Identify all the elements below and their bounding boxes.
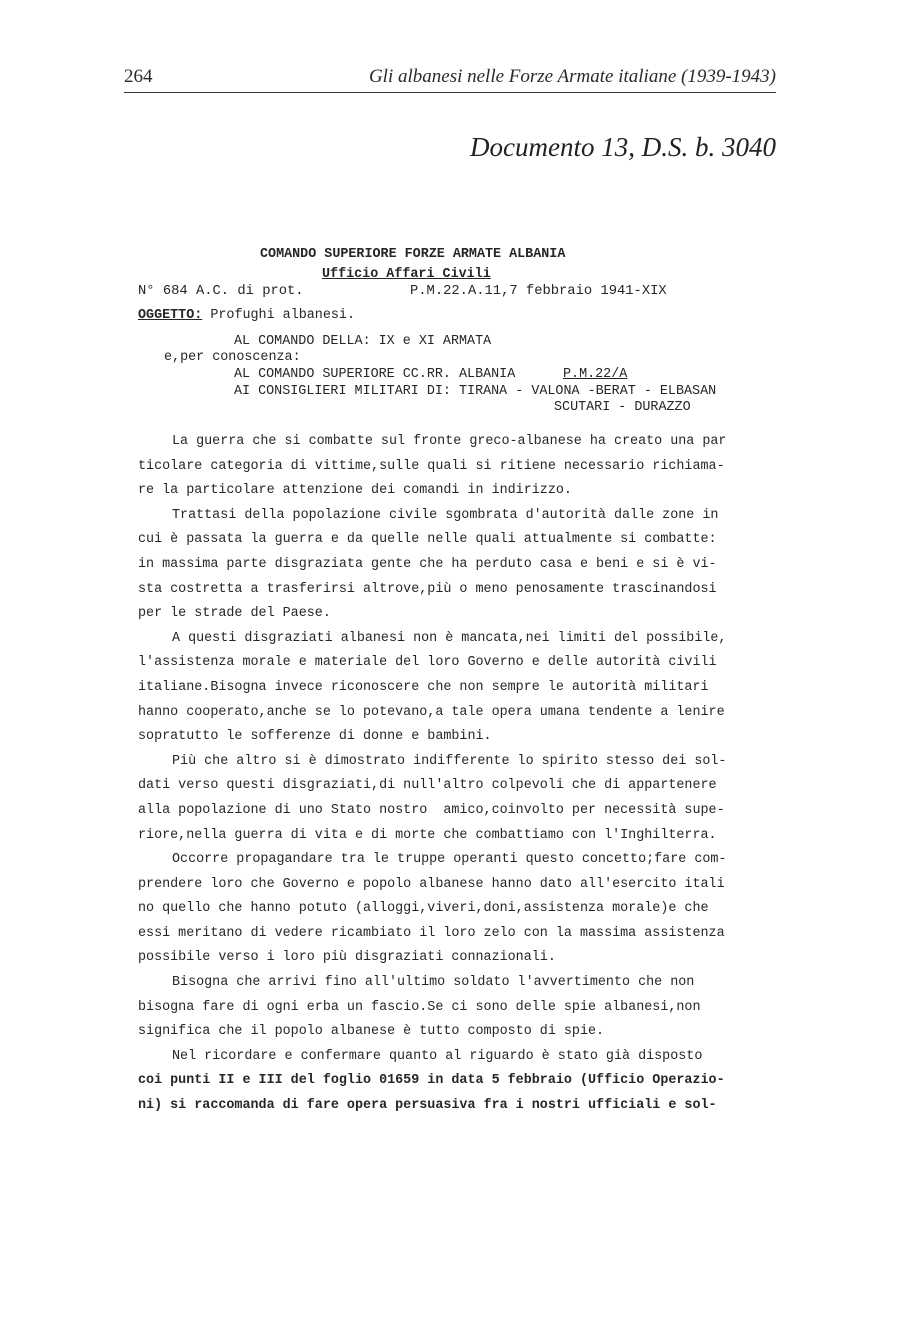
letterhead-office: Ufficio Affari Civili xyxy=(322,267,491,282)
body-line: l'assistenza morale e materiale del loro Governo e delle autorità civili xyxy=(138,655,717,671)
body-line: Nel ricordare e confermare quanto al riguardo è stato già disposto xyxy=(172,1048,703,1064)
body-line: ticolare categoria di vittime,sulle quali si ritiene necessario richiama- xyxy=(138,458,725,474)
subject-line xyxy=(138,308,355,323)
body-line: per le strade del Paese. xyxy=(138,606,331,622)
running-header xyxy=(124,62,776,93)
page-number: 264 xyxy=(124,66,153,87)
body-line: alla popolazione di uno Stato nostro amico,coinvolto per necessità supe- xyxy=(138,802,725,818)
body-line: sta costretta a trasferirsi altrove,più o meno penosamente trascinandosi xyxy=(138,581,717,597)
body-line: in massima parte disgraziata gente che ha perduto casa e beni e si è vi- xyxy=(138,556,717,572)
letterhead-command: COMANDO SUPERIORE FORZE ARMATE ALBANIA xyxy=(260,247,566,262)
body-line: Più che altro si è dimostrato indifferente lo spirito stesso dei sol- xyxy=(172,753,727,769)
body-line: ni) si raccomanda di fare opera persuasiva fra i nostri ufficiali e sol- xyxy=(138,1098,717,1114)
body-line: Occorre propagandare tra le truppe operanti questo concetto;fare com- xyxy=(172,852,727,868)
book-title: Gli albanesi nelle Forze Armate italiane (1939-1943) xyxy=(368,66,776,87)
body-line: dati verso questi disgraziati,di null'altro colpevoli che di appartenere xyxy=(138,778,717,794)
body-line: essi meritano di vedere ricambiato il loro zelo con la massima assistenza xyxy=(138,925,725,941)
body-line: bisogna fare di ogni erba un fascio.Se ci sono delle spie albanesi,non xyxy=(138,999,701,1015)
body-line: hanno cooperato,anche se lo potevano,a tale opera umana tendente a lenire xyxy=(138,704,725,720)
document-reference: Documento 13, D.S. b. 3040 xyxy=(470,132,776,162)
body-line: no quello che hanno potuto (alloggi,viveri,doni,assistenza morale)e che xyxy=(138,901,709,917)
subject-label: OGGETTO: xyxy=(138,308,203,323)
addressee-military-advisers-cont: SCUTARI - DURAZZO xyxy=(554,400,691,415)
body-line: coi punti II e III del foglio 01659 in data 5 febbraio (Ufficio Operazio- xyxy=(138,1073,725,1089)
protocol-number: N° 684 A.C. di prot. xyxy=(138,284,304,299)
body-line: Trattasi della popolazione civile sgombrata d'autorità dalle zone in xyxy=(172,507,719,523)
body-line: italiane.Bisogna invece riconoscere che non sempre le autorità militari xyxy=(138,679,709,695)
body-line: sopratutto le sofferenze di donne e bambini. xyxy=(138,729,492,745)
addressee-carabinieri-pm: P.M.22/A xyxy=(563,367,628,382)
body-line: cui è passata la guerra e da quelle nelle quali attualmente si combatte: xyxy=(138,532,717,548)
body-line: La guerra che si combatte sul fronte greco-albanese ha creato una par xyxy=(172,434,727,449)
addressee-cc-label: e,per conoscenza: xyxy=(164,350,301,365)
body-line: A questi disgraziati albanesi non è mancata,nei limiti del possibile, xyxy=(172,630,727,646)
body-line: Bisogna che arrivi fino all'ultimo soldato l'avvertimento che non xyxy=(172,975,695,991)
body-line: prendere loro che Governo e popolo albanese hanno dato all'esercito itali xyxy=(138,876,725,892)
letter-body xyxy=(138,430,778,1119)
body-line: possibile verso i loro più disgraziati connazionali. xyxy=(138,950,556,966)
addressee-carabinieri: AL COMANDO SUPERIORE CC.RR. ALBANIA xyxy=(234,367,516,382)
body-line: re la particolare attenzione dei comandi in indirizzo. xyxy=(138,483,572,499)
protocol-place-date: P.M.22.A.11,7 febbraio 1941-XIX xyxy=(410,284,667,299)
addressee-military-advisers: AI CONSIGLIERI MILITARI DI: TIRANA - VALONA -BERAT - ELBASAN xyxy=(234,384,717,399)
body-line: riore,nella guerra di vita e di morte che combattiamo con l'Inghilterra. xyxy=(138,827,717,843)
addressee-armies: AL COMANDO DELLA: IX e XI ARMATA xyxy=(234,334,492,349)
subject-text: Profughi albanesi. xyxy=(202,308,355,323)
body-line: significa che il popolo albanese è tutto composto di spie. xyxy=(138,1024,605,1040)
